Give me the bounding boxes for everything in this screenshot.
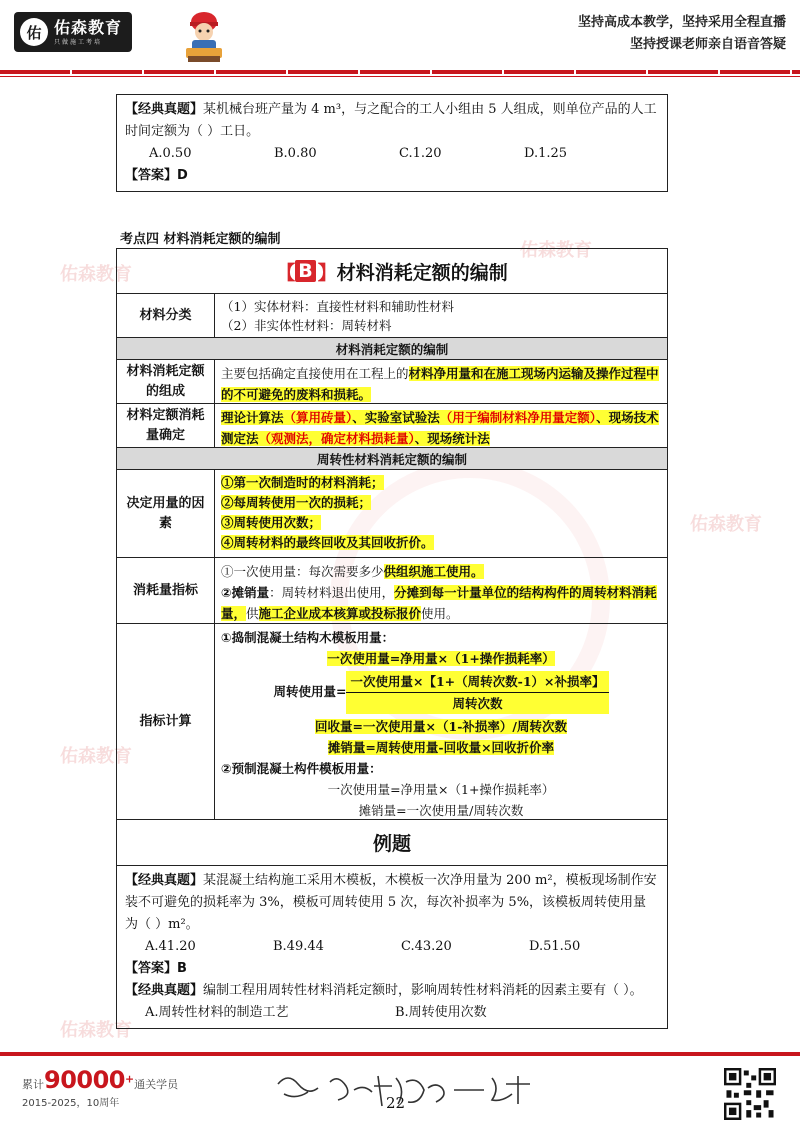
- options: [125, 143, 659, 165]
- slogan-line-1: 坚持高成本教学，坚持采用全程直播: [577, 15, 786, 30]
- footer-stats: 累计90000+通关学员 2015-2025，10周年: [22, 1066, 179, 1109]
- header-divider-thin: [0, 76, 800, 77]
- formula: 一次使用量=净用量×（1+操作损耗率）: [327, 782, 555, 797]
- option: C.1.20: [399, 146, 442, 161]
- question-text: 【经典真题】编制工程用周转性材料消耗定额时，影响周转性材料消耗的因素主要有（ ）。: [125, 983, 643, 998]
- material-table: [116, 248, 668, 1029]
- question-text: 【经典真题】某机械台班产量为 4 m³，与之配合的工人小组由 5 人组成，则单位产品的人工时间定额为（ ）工日。: [125, 102, 657, 139]
- table-row: 材料定额消耗量确定 理论计算法（算用砖量）、实验室试验法（用于编制材料净用量定额）、现场技术测定法（观测法，确定材料损耗量）、现场统计法: [117, 403, 667, 447]
- logo-name: 佑森教育: [54, 17, 123, 37]
- watermark: 佑森教育: [690, 514, 762, 535]
- table-row: 消耗量指标 ①一次使用量：每次需要多少供组织施工使用。 ②摊销量：周转材料退出使用，分摊到每一计量单位的结构构件的周转材料消耗量，供施工企业成本核算或投标报价使用。: [117, 557, 667, 623]
- answer: 【答案】B: [125, 961, 187, 976]
- page-header: [0, 0, 800, 78]
- option: B.49.44: [273, 939, 324, 954]
- options: [125, 936, 659, 958]
- question-text: 【经典真题】某混凝土结构施工采用木模板，木模板一次净用量为 200 m²，模板现场制作安装不可避免的损耗率为 3%，模板可周转使用 5 次，每次补损率为 5%，该模板周转使用量为（ ）m²。: [125, 873, 657, 932]
- option: B.周转使用次数: [395, 1005, 487, 1020]
- option: A.周转性材料的制造工艺: [145, 1005, 289, 1020]
- option: D.1.25: [524, 146, 568, 161]
- question-box-1: [116, 94, 668, 192]
- mascot-icon: [180, 8, 228, 64]
- table-row: 决定用量的因素 ①第一次制造时的材料消耗； ②每周转使用一次的损耗； ③周转使用次数； ④周转材料的最终回收及其回收折价。: [117, 469, 667, 557]
- qr-code-icon: [724, 1068, 776, 1120]
- formula: 摊销量=周转使用量-回收量×回收折价率: [327, 740, 555, 755]
- footer-divider: [0, 1052, 800, 1056]
- option: A.41.20: [145, 939, 196, 954]
- formula-fraction: $\frac{\text{一次使用量×【1+（周转次数-1）×补损率】}}{\text{周转次数}}$: [346, 671, 608, 714]
- slogan-line-2: 坚持授课老师亲自语音答疑: [629, 37, 786, 52]
- formula: 一次使用量=净用量×（1+操作损耗率）: [327, 651, 555, 666]
- sub-header: 材料消耗定额的编制: [117, 337, 667, 359]
- example-body: [117, 865, 667, 1028]
- watermark: 佑森教育: [60, 746, 132, 767]
- page-number: 22: [386, 1094, 406, 1112]
- signature-image: [270, 1064, 560, 1114]
- sub-header: 周转性材料消耗定额的编制: [117, 447, 667, 469]
- slogan: [578, 12, 786, 56]
- table-row: 材料分类 （1）实体材料：直接性材料和辅助性材料 （2）非实体性材料：周转材料: [117, 293, 667, 337]
- logo-mark: 佑: [20, 18, 48, 46]
- option: D.51.50: [529, 939, 581, 954]
- level-badge: B: [295, 260, 315, 282]
- watermark: 佑森教育: [60, 264, 132, 285]
- watermark: 佑森教育: [60, 1020, 132, 1041]
- option: C.43.20: [401, 939, 452, 954]
- answer: 【答案】D: [125, 168, 188, 183]
- table-row: 材料消耗定额的组成 主要包括确定直接使用在工程上的材料净用量和在施工现场内运输及操作过程中的不可避免的废料和损耗。: [117, 359, 667, 403]
- formula: 摊销量=一次使用量/周转次数: [358, 803, 524, 818]
- logo-sub: 只做施工考培: [54, 38, 103, 46]
- table-row: 指标计算 ①捣制混凝土结构木模板用量： 一次使用量=净用量×（1+操作损耗率） 周转使用量= $\frac{\text{一次使用量×【1+（周转次数-1）×补损率】}}{\text{周转次数}}$ 回收量=一次使用量×（1-补损率）/周转次数 摊销量=周转使用量-回收量×回收折价率 ②预制混凝土构件模板用量： 一次使用量=净用量×（1+操作损耗率） 摊销量=一次使用量/周转次数: [117, 623, 667, 819]
- option: A.0.50: [149, 146, 192, 161]
- option: B.0.80: [274, 146, 317, 161]
- watermark: 佑森教育: [520, 240, 592, 261]
- header-divider: [0, 70, 800, 74]
- formula: 回收量=一次使用量×（1-补损率）/周转次数: [315, 719, 567, 734]
- section-title: 考点四 材料消耗定额的编制: [120, 232, 281, 247]
- example-title: 例题: [117, 819, 667, 865]
- table-title: 【 B 】 材料消耗定额的编制: [276, 260, 508, 284]
- brand-logo: [14, 12, 132, 52]
- learner-count: 90000: [44, 1066, 125, 1094]
- options: [125, 1002, 659, 1024]
